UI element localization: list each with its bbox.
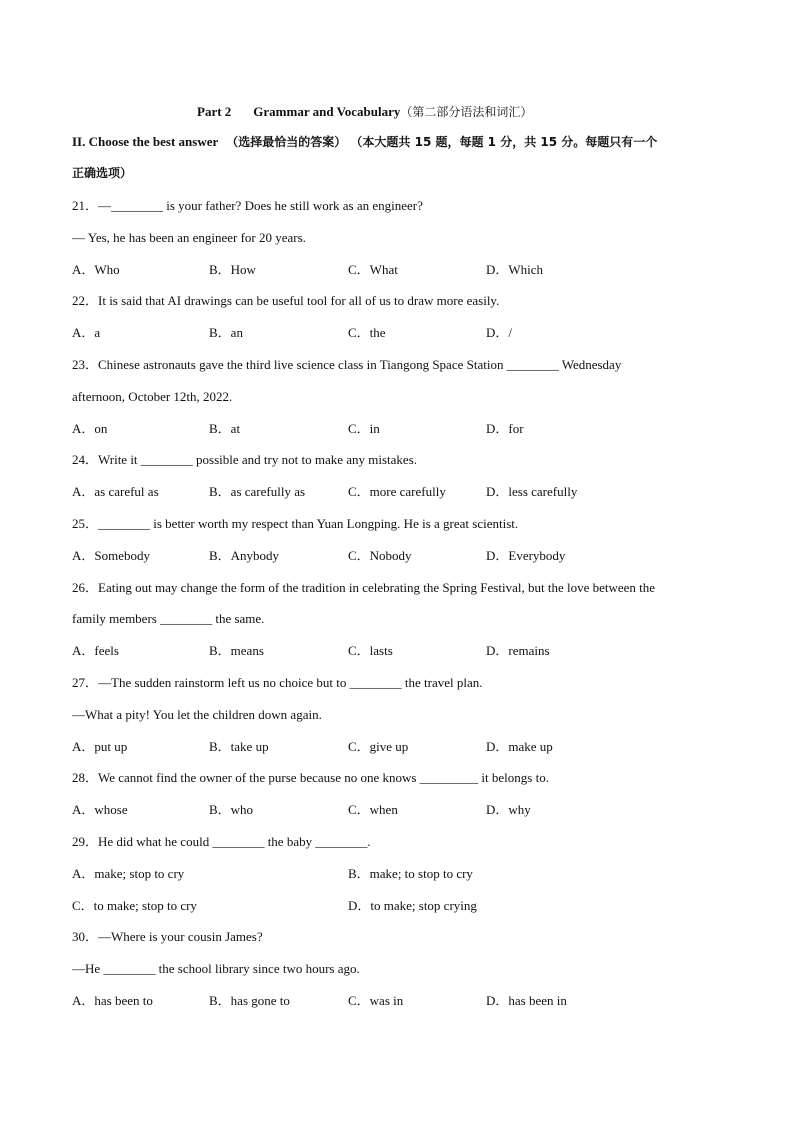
answer-option[interactable]: D．less carefully [486, 484, 578, 499]
answer-option[interactable]: B．How [209, 262, 256, 277]
answer-option[interactable]: C．more carefully [348, 484, 446, 499]
section-instruction-cont: 正确选项） [72, 166, 133, 180]
question-stem: 26．Eating out may change the form of the tradition in celebrating the Spring Festival, but the love between the [72, 580, 656, 595]
question-stem: 22．It is said that AI drawings can be useful tool for all of us to draw more easily. [72, 293, 500, 308]
answer-option[interactable]: B．take up [209, 739, 269, 754]
answer-option[interactable]: B．who [209, 802, 254, 817]
question-continuation: afternoon, October 12th, 2022. [72, 389, 233, 404]
part-label: Part 2 [197, 104, 232, 119]
answer-option[interactable]: B．means [209, 643, 264, 658]
answer-option[interactable]: B．as carefully as [209, 484, 306, 499]
answer-option[interactable]: D．for [486, 421, 524, 436]
answer-option[interactable]: C．was in [348, 993, 404, 1008]
answer-option[interactable]: B．an [209, 325, 243, 340]
question-stem: 21．—________ is your father? Does he still work as an engineer? [72, 198, 423, 213]
section-heading [72, 134, 657, 150]
question-continuation: — Yes, he has been an engineer for 20 years. [72, 230, 306, 245]
answer-option[interactable]: A．a [72, 325, 101, 340]
answer-option[interactable]: D．Which [486, 262, 544, 277]
question-stem: 23．Chinese astronauts gave the third live science class in Tiangong Space Station ________ Wednesday [72, 357, 622, 372]
part-name-cn: （第二部分语法和词汇） [400, 105, 533, 119]
part-name: Grammar and Vocabulary [253, 104, 401, 119]
answer-option[interactable]: C．give up [348, 739, 409, 754]
question-continuation: family members ________ the same. [72, 611, 265, 626]
part-title [197, 104, 532, 120]
answer-option[interactable]: D．remains [486, 643, 550, 658]
answer-option[interactable]: B．Anybody [209, 548, 280, 563]
answer-option[interactable]: D．to make; stop crying [348, 898, 477, 913]
section-title: II. Choose the best answer [72, 134, 219, 149]
section-instruction: （选择最恰当的答案） （本大题共 15 题，每题 1 分，共 15 分。每题只有一个 [226, 135, 658, 149]
question-continuation: —He ________ the school library since two hours ago. [72, 961, 360, 976]
answer-option[interactable]: C．What [348, 262, 398, 277]
answer-option[interactable]: A．on [72, 421, 108, 436]
answer-option[interactable]: A．make; stop to cry [72, 866, 185, 881]
answer-option[interactable]: A．put up [72, 739, 128, 754]
question-continuation: —What a pity! You let the children down again. [72, 707, 322, 722]
answer-option[interactable]: A．feels [72, 643, 119, 658]
answer-option[interactable]: D．make up [486, 739, 553, 754]
answer-option[interactable]: D．Everybody [486, 548, 566, 563]
question-stem: 25．________ is better worth my respect than Yuan Longping. He is a great scientist. [72, 516, 519, 531]
answer-option[interactable]: A．Who [72, 262, 120, 277]
question-stem: 29．He did what he could ________ the baby ________. [72, 834, 371, 849]
answer-option[interactable]: A．Somebody [72, 548, 151, 563]
answer-option[interactable]: C．in [348, 421, 380, 436]
answer-option[interactable]: B．make; to stop to cry [348, 866, 473, 881]
answer-option[interactable]: A．as careful as [72, 484, 159, 499]
answer-option[interactable]: D．/ [486, 325, 513, 340]
question-stem: 28．We cannot find the owner of the purse because no one knows _________ it belongs to. [72, 770, 549, 785]
answer-option[interactable]: C．when [348, 802, 398, 817]
answer-option[interactable]: C．lasts [348, 643, 393, 658]
answer-option[interactable]: C．to make; stop to cry [72, 898, 197, 913]
answer-option[interactable]: A．whose [72, 802, 128, 817]
question-stem: 24．Write it ________ possible and try not to make any mistakes. [72, 452, 418, 467]
answer-option[interactable]: C．the [348, 325, 386, 340]
answer-option[interactable]: A．has been to [72, 993, 153, 1008]
answer-option[interactable]: B．at [209, 421, 241, 436]
answer-option[interactable]: C．Nobody [348, 548, 412, 563]
answer-option[interactable]: D．has been in [486, 993, 567, 1008]
answer-option[interactable]: D．why [486, 802, 531, 817]
question-stem: 30．—Where is your cousin James? [72, 929, 263, 944]
question-stem: 27．—The sudden rainstorm left us no choice but to ________ the travel plan. [72, 675, 483, 690]
answer-option[interactable]: B．has gone to [209, 993, 290, 1008]
